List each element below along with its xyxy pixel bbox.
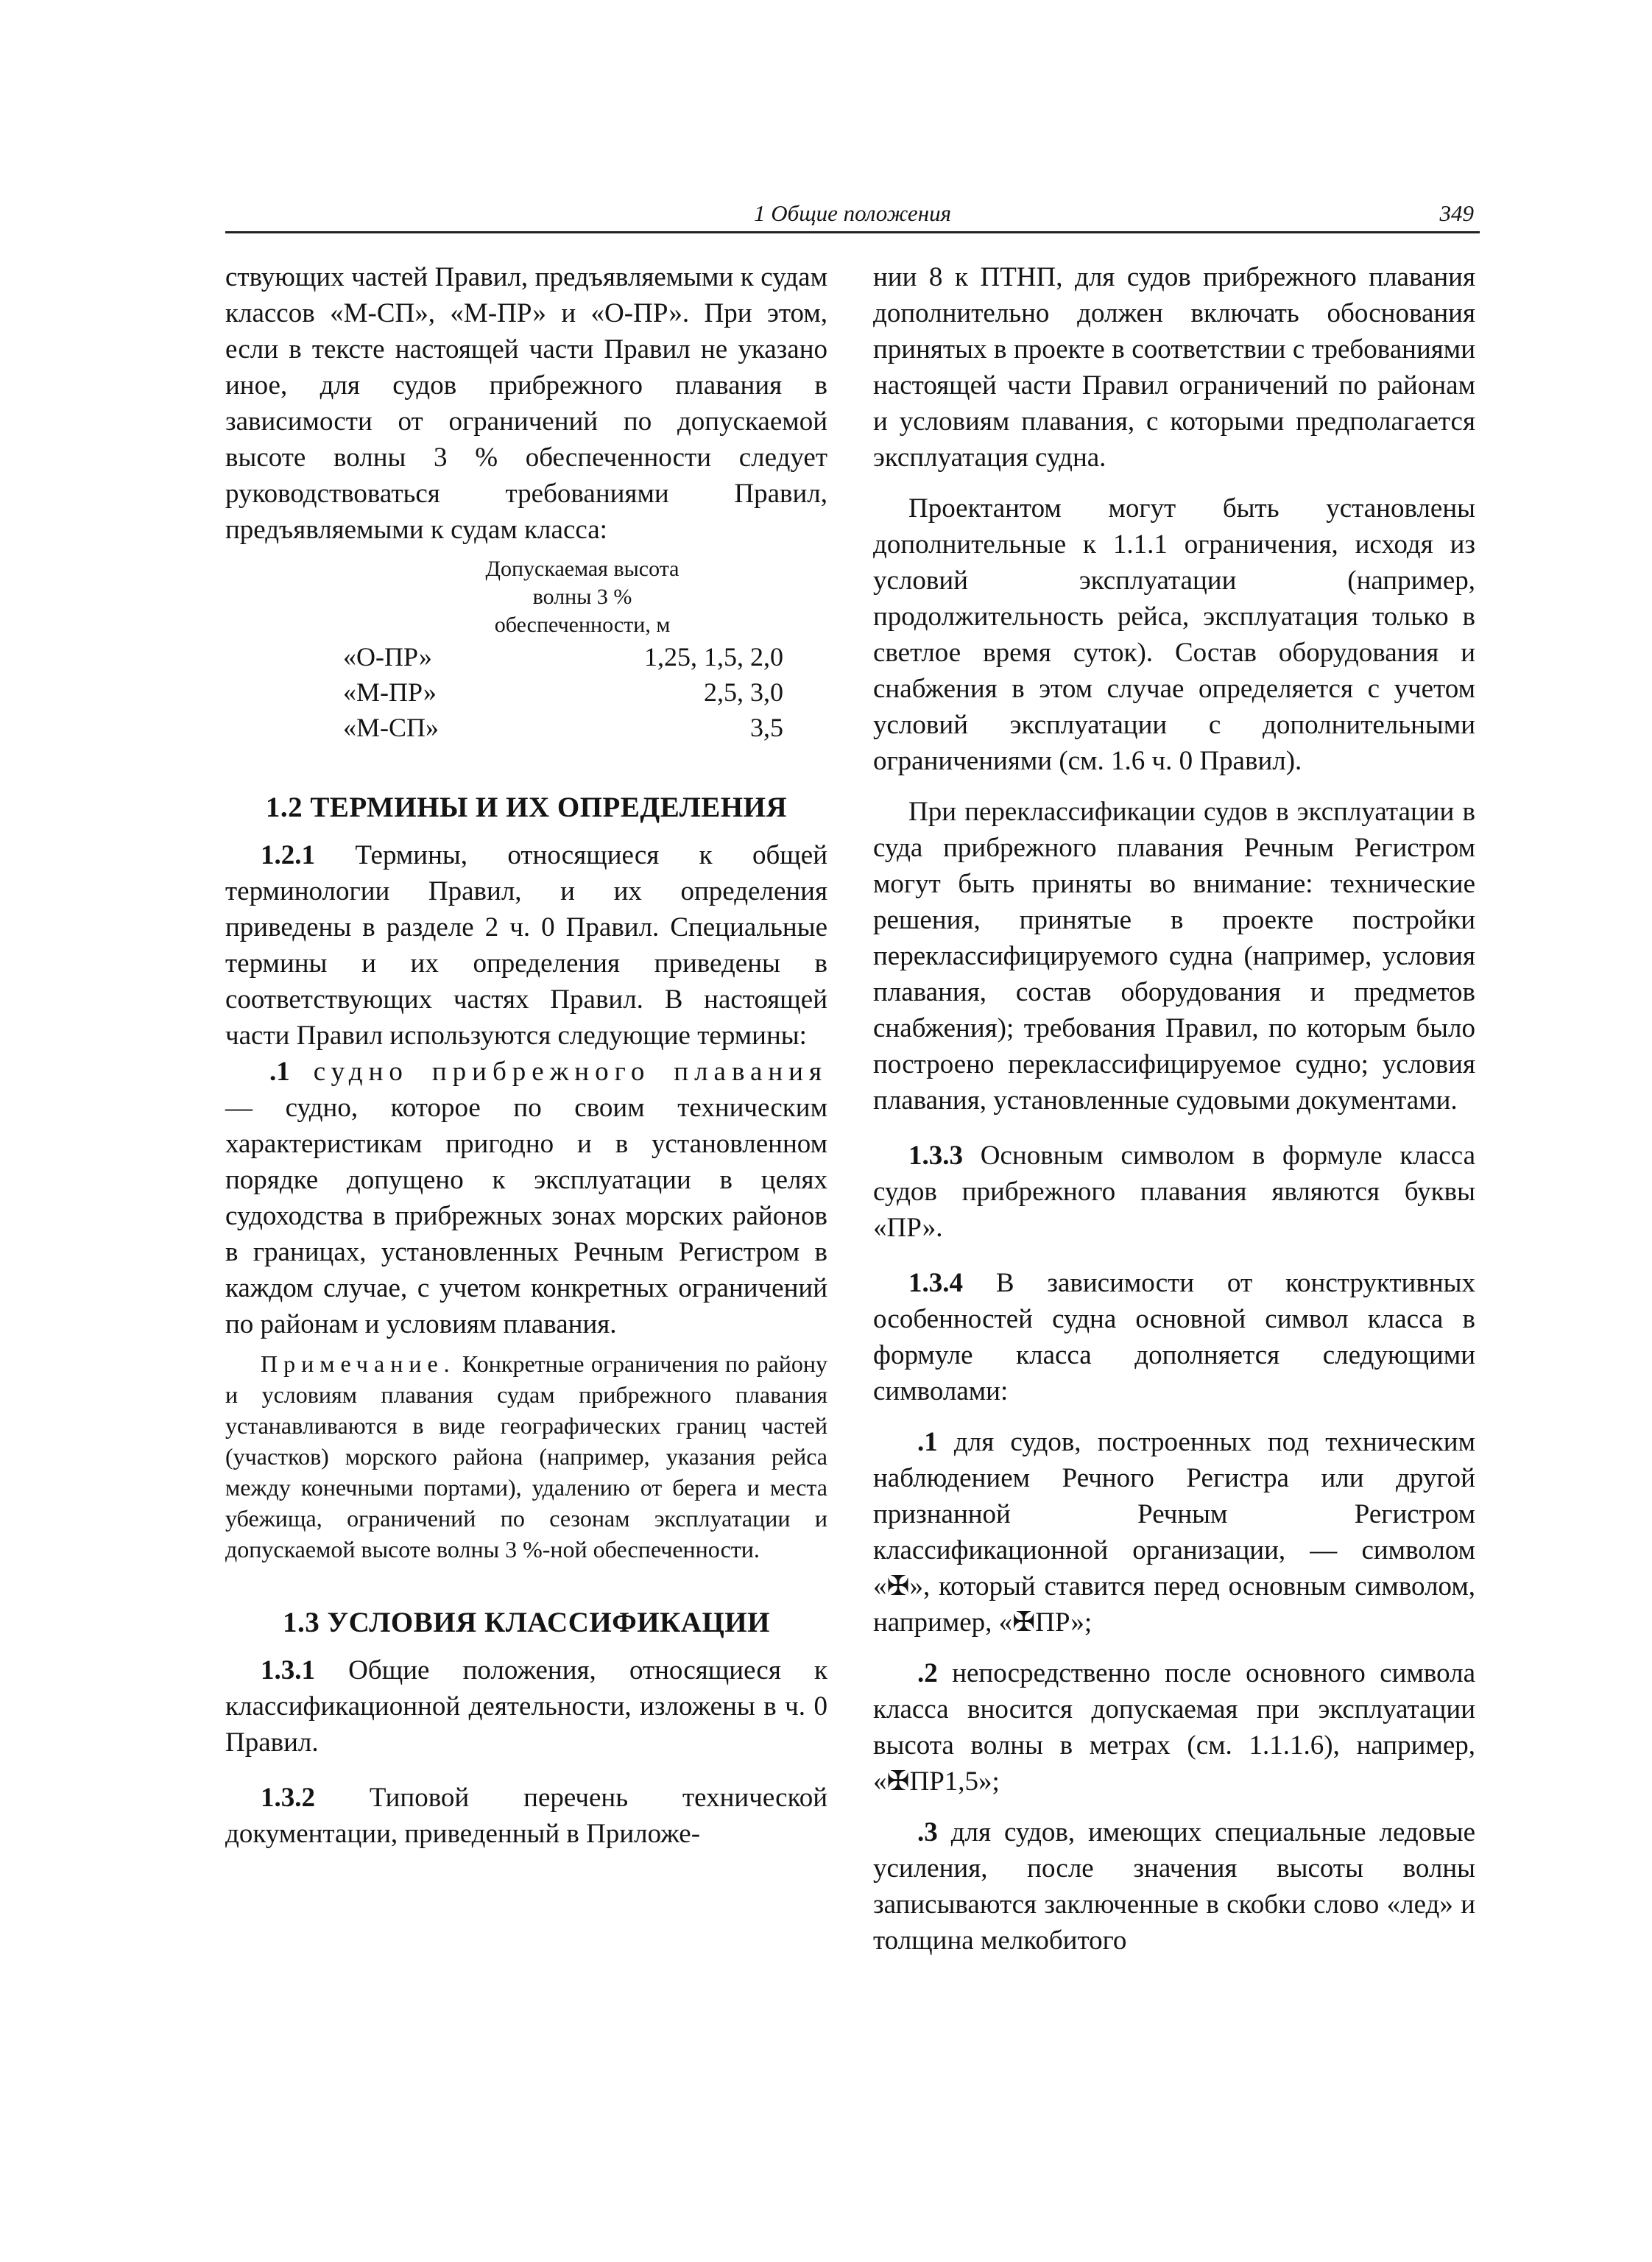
clause-text: Термины, относящиеся к общей терминологии Правил, и их определения приведены в разделе 2 ч. 0 Правил. Специальные термины и их определения приведены в соответствующих частях Правил. В настоящей части Правил используются следующие термины: <box>225 840 827 1051</box>
paragraph-1-3-1 <box>225 1652 827 1761</box>
wave-table-class: «О-ПР» <box>343 642 432 672</box>
item-text: для судов, имеющих специальные ледовые усиления, после значения высоты волны записываются заключенные в скобки слово «лед» и толщина мелкобитого <box>873 1817 1475 1956</box>
item-number: .2 <box>917 1658 938 1688</box>
item-number: .3 <box>917 1817 938 1847</box>
wave-table-class: «М-СП» <box>343 713 440 742</box>
wave-table-row <box>225 710 827 745</box>
list-item-1 <box>873 1424 1475 1641</box>
wave-height-table <box>225 555 827 745</box>
note-paragraph <box>225 1348 827 1565</box>
clause-number: 1.3.2 <box>261 1783 315 1813</box>
clause-text: Основным символом в формуле класса судов прибрежного плавания являются буквы «ПР». <box>873 1141 1475 1243</box>
wave-table-row <box>225 639 827 674</box>
wave-table-header: Допускаемая высота волны 3 % обеспеченности, м <box>485 557 679 637</box>
list-item-1 <box>225 1054 827 1342</box>
wave-table-value: 1,25, 1,5, 2,0 <box>644 642 783 672</box>
paragraph-1-3-2 <box>225 1780 827 1852</box>
paragraph-reclassification: При переклассификации судов в эксплуатации в суда прибрежного плавания Речным Регистром могут быть приняты во внимание: технические решения, принятые в проекте постройки переклассифицируемого судна (например, условия плавания, состав оборудования и предметов снабжения); требования Правил, по которым было построено переклассифицируемое судно; условия плавания, установленные судовыми документами. <box>873 797 1475 1116</box>
paragraph-1-3-2-continuation: нии 8 к ПТНП, для судов прибрежного плавания дополнительно должен включать обоснования принятых в проекте в соответствии с требованиями настоящей части Правил ограничений по районам и условиям плавания, с которыми предполагается эксплуатация судна. <box>873 262 1475 473</box>
clause-text: Общие положения, относящиеся к классификационной деятельности, изложены в ч. 0 Правил. <box>225 1655 827 1758</box>
section-heading-1-2: 1.2 ТЕРМИНЫ И ИХ ОПРЕДЕЛЕНИЯ <box>265 792 788 823</box>
wave-table-row <box>225 674 827 710</box>
term-spaced: судно прибрежного плавания <box>289 1057 827 1087</box>
paragraph-designer: Проектантом могут быть установлены дополнительные к 1.1.1 ограничения, исходя из условий эксплуатации (например, продолжительность рейса, эксплуатация только в светлое время суток). Состав оборудования и снабжения в этом случае определяется с учетом условий эксплуатации с дополнительными ограничениями (см. 1.6 ч. 0 Правил). <box>873 493 1475 776</box>
clause-text: Типовой перечень технической документации, приведенный в Приложе- <box>225 1783 827 1849</box>
wave-table-class: «М-ПР» <box>343 677 437 707</box>
running-header <box>225 199 1480 233</box>
header-section-title: 1 Общие положения <box>754 200 951 226</box>
wave-table-value: 3,5 <box>750 713 783 742</box>
clause-number: 1.3.4 <box>908 1268 963 1298</box>
wave-table-value: 2,5, 3,0 <box>704 677 783 707</box>
list-item-3 <box>873 1814 1475 1959</box>
paragraph-1-2-1 <box>225 837 827 1054</box>
item-text: непосредственно после основного символа класса вносится допускаемая при эксплуатации высота волны в метрах (см. 1.1.1.6), например, «✠ПР1,5»; <box>873 1658 1475 1797</box>
paragraph-1-3-3 <box>873 1138 1475 1246</box>
item-text: для судов, построенных под техническим наблюдением Речного Регистра или другой признанной Речным Регистром классификационной организации, — символом «✠», который ставится перед основным символом, например, «✠ПР»; <box>873 1427 1475 1638</box>
clause-number: 1.3.3 <box>908 1141 963 1171</box>
note-label: Примечание. <box>261 1350 456 1377</box>
clause-number: 1.2.1 <box>261 840 315 870</box>
page-number: 349 <box>1439 200 1474 226</box>
clause-number: 1.3.1 <box>261 1655 315 1685</box>
paragraph-1-3-4 <box>873 1265 1475 1409</box>
item-text: — судно, которое по своим техническим характеристикам пригодно и в установленном порядке допущено к эксплуатации в целях судоходства в прибрежных зонах морских районов в границах, установленных Речным Регистром в каждом случае, с учетом конкретных ограничений по районам и условиям плавания. <box>225 1093 827 1339</box>
list-item-2 <box>873 1655 1475 1800</box>
item-number: .1 <box>917 1427 938 1457</box>
clause-text: В зависимости от конструктивных особенностей судна основной символ класса в формуле класса дополняется следующими символами: <box>873 1268 1475 1406</box>
note-text: Конкретные ограничения по району и условиям плавания судам прибрежного плавания устанавливаются в виде географических границ частей (участков) морского района (например, указания рейса между конечными портами), удалению от берега и места убежища, ограничений по сезонам эксплуатации и допускаемой высоте волны 3 %-ной обеспеченности. <box>225 1350 827 1562</box>
right-column <box>873 259 1475 1959</box>
paragraph-intro-continuation: ствующих частей Правил, предъявляемыми к судам классов «М-СП», «М-ПР» и «О-ПР». При этом, если в тексте настоящей части Правил не указано иное, для судов прибрежного плавания в зависимости от ограничений по допускаемой высоте волны 3 % обеспеченности следует руководствоваться требованиями Правил, предъявляемыми к судам класса: <box>225 262 827 545</box>
item-number: .1 <box>269 1057 290 1087</box>
section-heading-1-3: 1.3 УСЛОВИЯ КЛАССИФИКАЦИИ <box>283 1607 770 1638</box>
left-column <box>225 259 827 1852</box>
